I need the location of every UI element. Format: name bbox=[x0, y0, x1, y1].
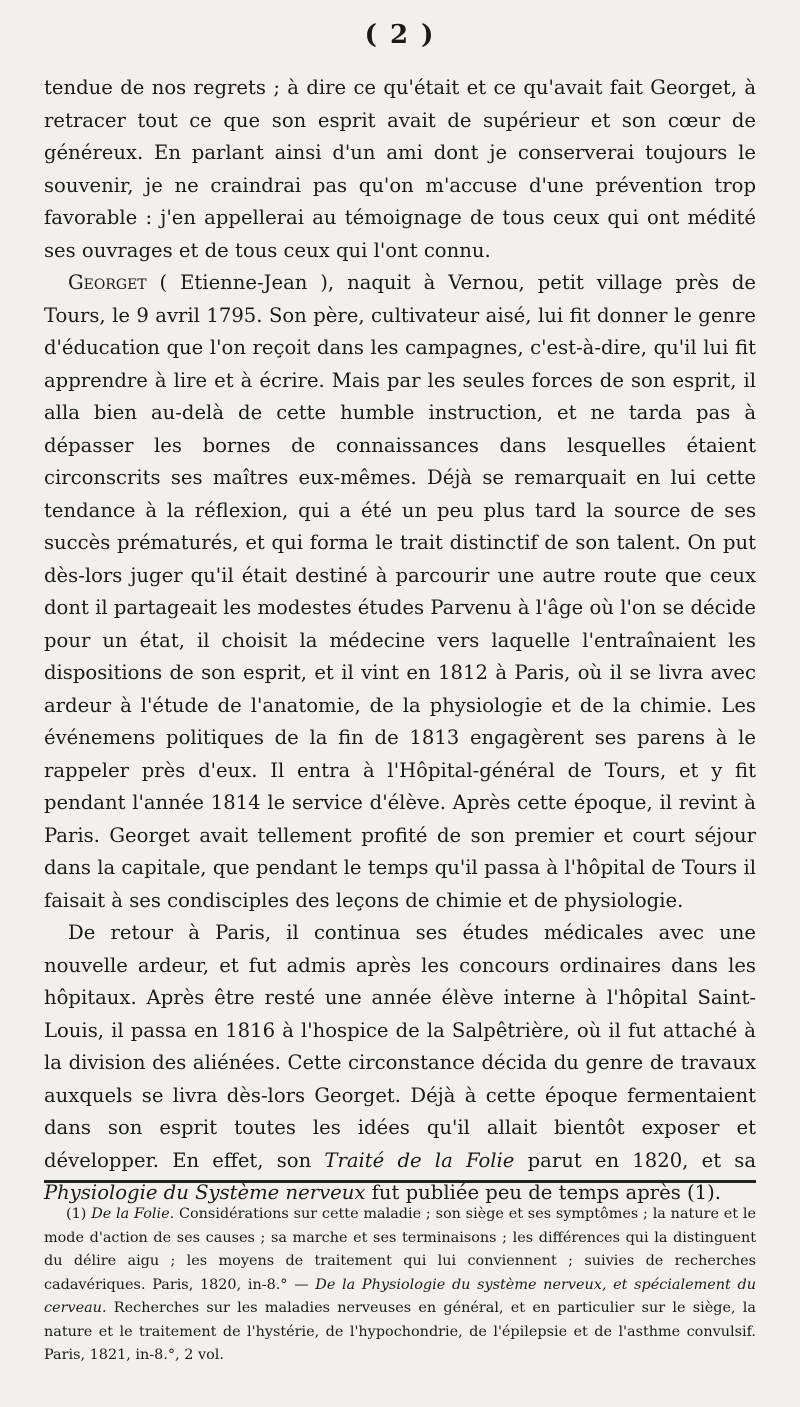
book-title-physiologie: Physiologie du Système nerveux bbox=[44, 1181, 366, 1204]
footnote-text bbox=[44, 1203, 756, 1368]
body-text bbox=[44, 72, 756, 1210]
text-run: De retour à Paris, il continua ses études médicales avec une nouvelle ardeur, et fut admis après les concours ordinaires dans les hôpitaux. Après être resté une année élève interne à l'hôpital Saint-Louis, il passa en 1816 à l'hospice de la Salpêtrière, où il fut attaché à la division des aliénées. Cette circonstance décida du genre de travaux auxquels se livra dès-lors Georget. Déjà à cette époque fermentaient dans son esprit toutes les idées qu'il allait bientôt exposer et développer. En effet, son bbox=[44, 921, 756, 1172]
book-title-folie: Traité de la Folie bbox=[324, 1148, 515, 1172]
text-run: fut publiée peu de temps après (1). bbox=[365, 1181, 721, 1204]
footnote-title-physiologie: De la Physiologie du système nerveux, et spécialement du cerveau. bbox=[44, 1276, 756, 1316]
text-run: Recherches sur les maladies nerveuses en général, et en particulier sur le siège, la nature et le traitement de l'hystérie, de l'hypochondrie, de l'épilepsie et de l'asthme convulsif. Paris, 1821, in-8.°, 2 vol. bbox=[44, 1300, 756, 1363]
text-run: ( Etienne-Jean ), naquit à Vernou, petit village près de Tours, le 9 avril 1795. Son père, cultivateur aisé, lui fit donner le genre d'éducation que l'on reçoit dans les campagnes, c'est-à-dire, qu'il lui fit apprendre à lire et à écrire. Mais par les seules forces de son esprit, il alla bien au-delà de cette humble instruction, et ne tarda pas à dépasser les bornes de connaissances dans lesquelles étaient circonscrits ses maîtres eux-mêmes. Déjà se remarquait en lui cette tendance à la réflexion, qui a été un peu plus tard la source de ses succès prématurés, et qui forma le trait distinctif de son talent. On put dès-lors juger qu'il était destiné à parcourir une autre route que ceux dont il partageait les modestes études Parvenu à l'âge où l'on se décide pour un état, il choisit la médecine vers laquelle l'entraînaient les dispositions de son esprit, et il vint en 1812 à Paris, où il se livra avec ardeur à l'étude de l'anatomie, de la physiologie et de la chimie. Les événemens politiques de la fin de 1813 engagèrent ses parens à le rappeler près d'eux. Il entra à l'Hôpital-général de Tours, et y fit pendant l'année 1814 le service d'élève. Après cette époque, il revint à Paris. Georget avait tellement profité de son premier et court séjour dans la capitale, que pendant le temps qu'il passa à l'hôpital de Tours il faisait à ses condisciples des leçons de chimie et de physiologie. bbox=[44, 271, 756, 912]
text-run: tendue de nos regrets ; à dire ce qu'était et ce qu'avait fait Georget, à retracer tout ce que son esprit avait de supérieur et son cœur de généreux. En parlant ainsi d'un ami dont je conserverai toujours le souvenir, je ne craindrai pas qu'on m'accuse d'une prévention trop favorable : j'en appellerai au témoignage de tous ceux qui ont médité ses ouvrages et de tous ceux qui l'ont connu. bbox=[44, 76, 756, 262]
paragraph-1 bbox=[44, 72, 756, 267]
paragraph-2 bbox=[44, 267, 756, 917]
footnote-marker: (1) bbox=[66, 1206, 92, 1222]
footnote-rule bbox=[44, 1180, 756, 1183]
footnote-title-folie: De la Folie. bbox=[91, 1206, 175, 1222]
footnote bbox=[44, 1203, 756, 1368]
text-run: parut en 1820, et sa bbox=[514, 1148, 757, 1172]
paragraph-3 bbox=[44, 917, 756, 1210]
page-number: ( 2 ) bbox=[364, 20, 436, 50]
text-run: Considérations sur cette maladie ; son siège et ses symptômes ; la nature et le mode d'action de ses causes ; sa marche et ses terminaisons ; les différences qui la distinguent du délire aigu ; les moyens de traitement qui lui conviennent ; suivies de recherches cadavériques. Paris, 1820, in-8.° — bbox=[44, 1206, 756, 1293]
author-name: Georget bbox=[68, 271, 147, 294]
